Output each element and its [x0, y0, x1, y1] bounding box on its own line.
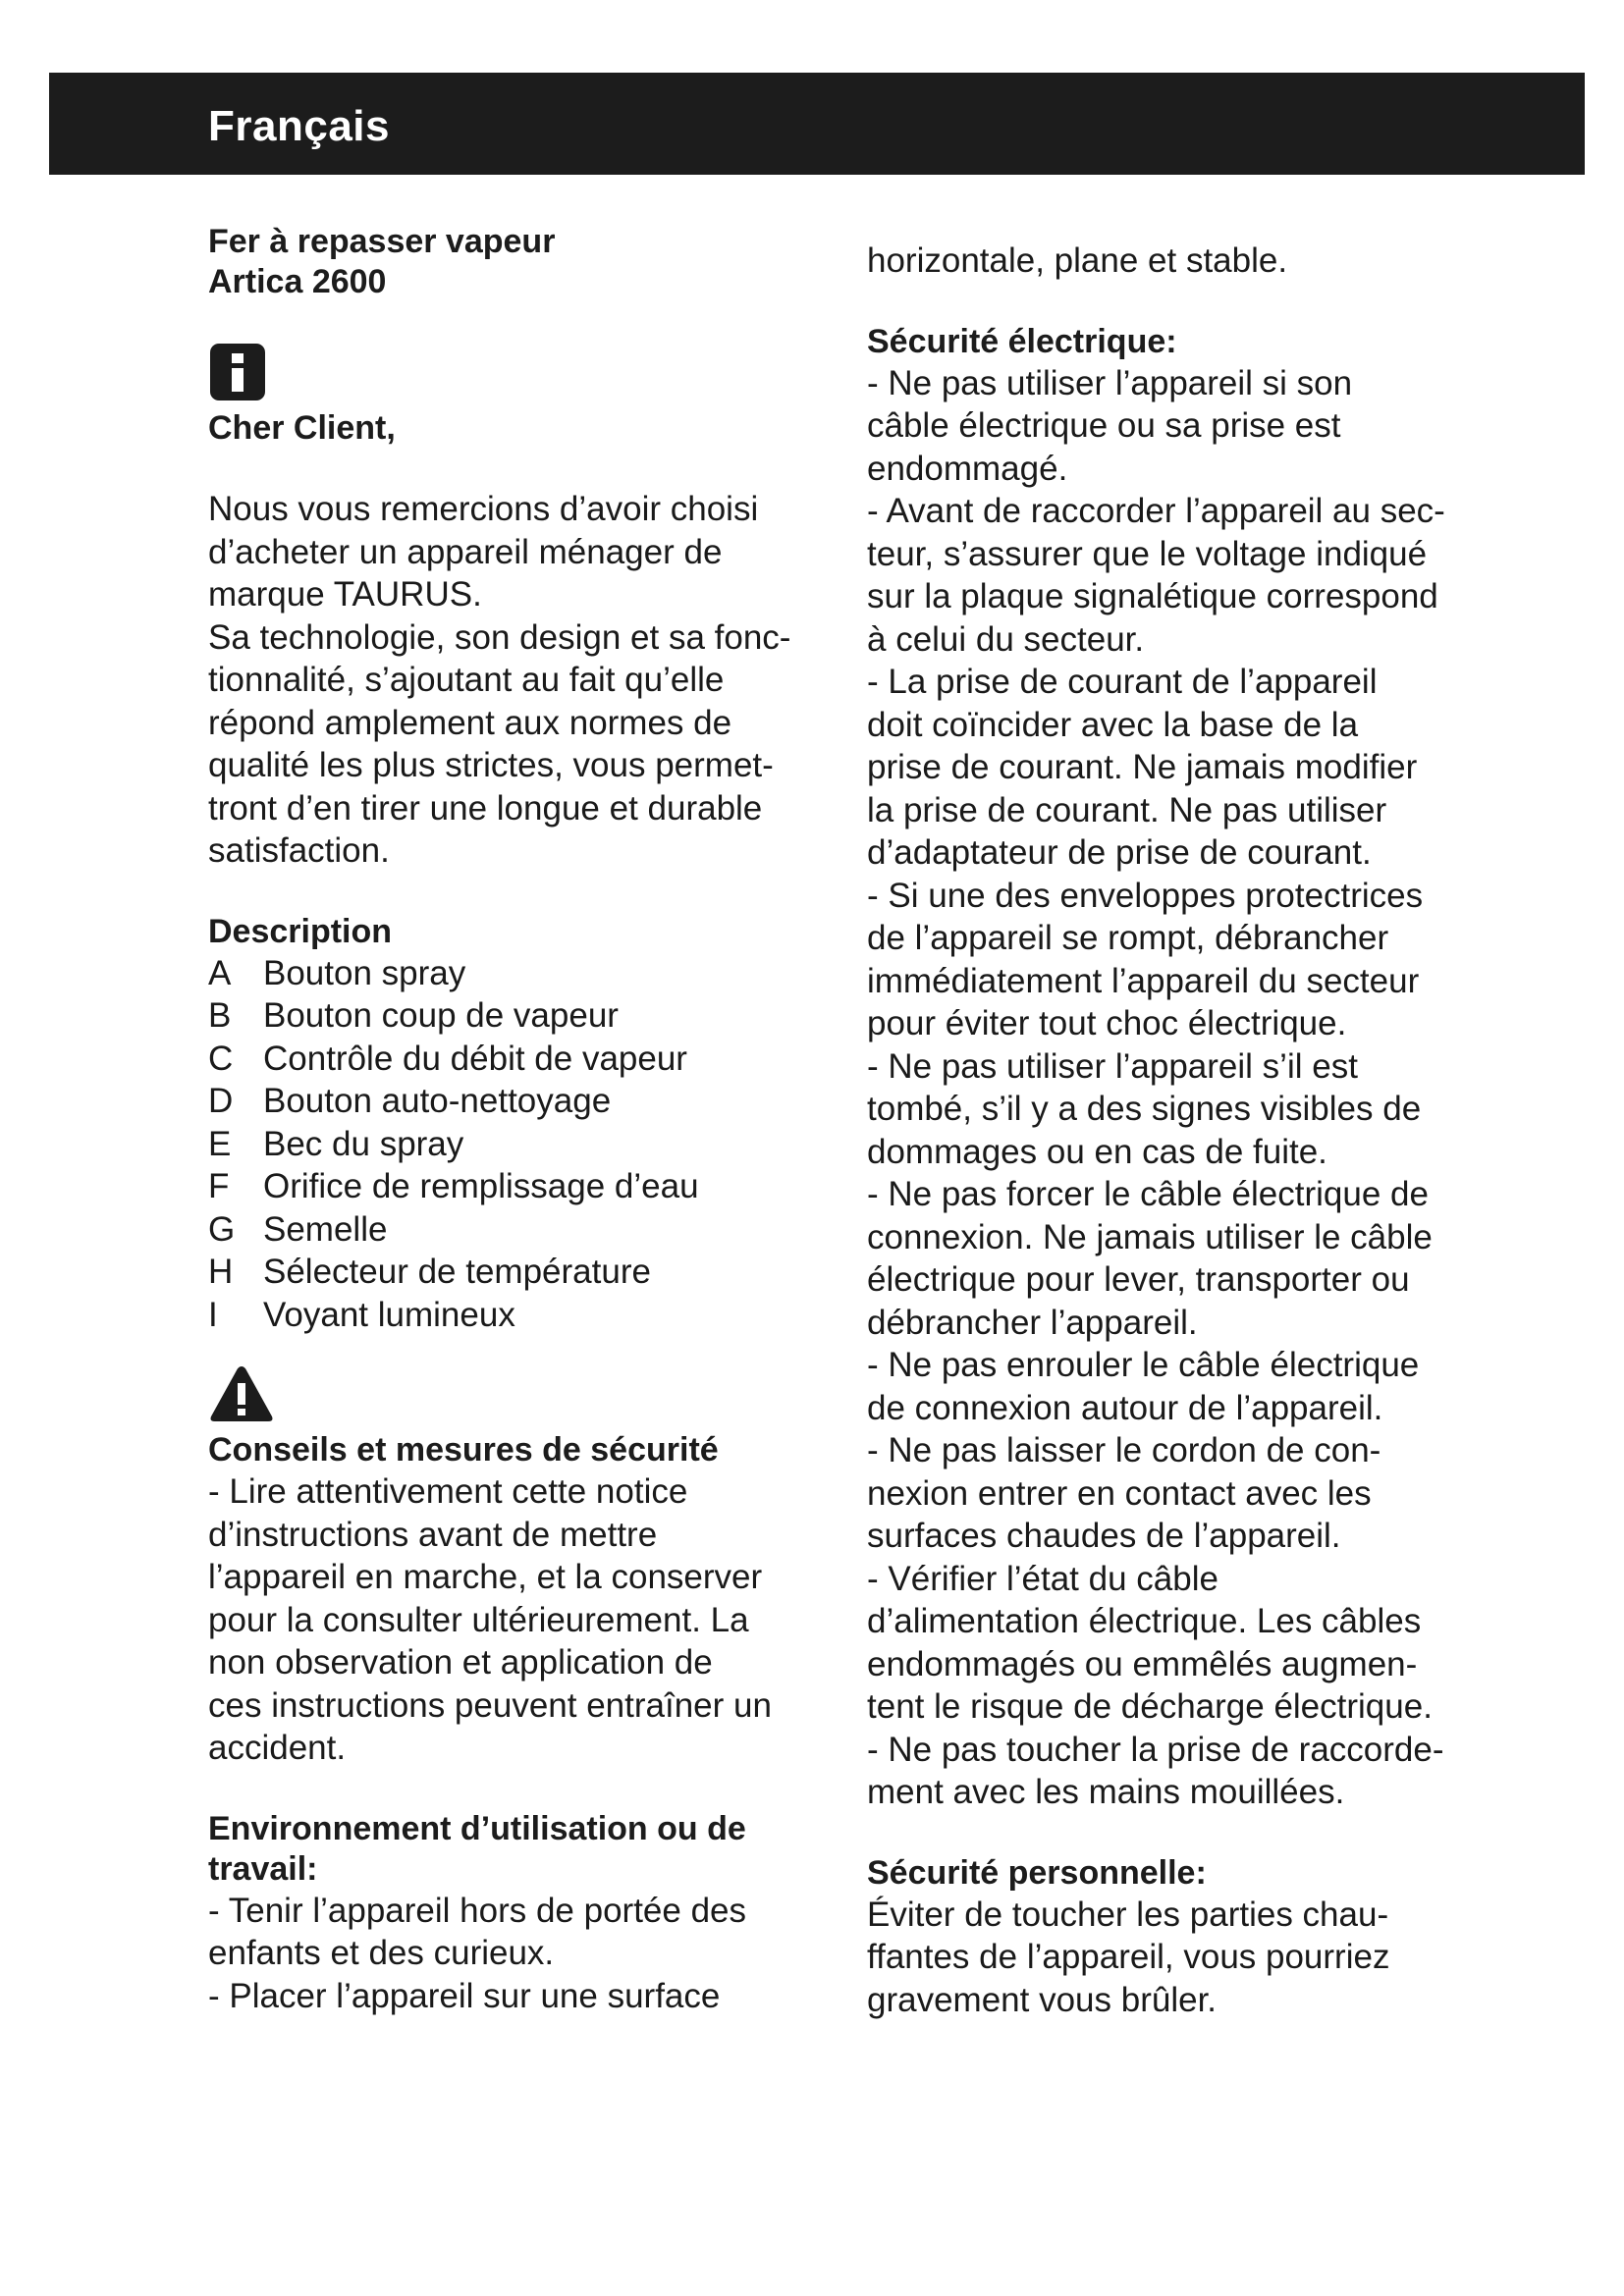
right-column: [867, 222, 1495, 2021]
personal-safety-paragraph: Éviter de toucher les parties chau- ffantes de l’appareil, vous pourriez gravement vous brûler.: [867, 1895, 1390, 2019]
language-header-bar: [49, 73, 1585, 175]
list-item: [208, 1038, 837, 1081]
list-item-text: Semelle: [263, 1209, 388, 1249]
safety-heading: Conseils et mesures de sécurité: [208, 1431, 719, 1468]
list-item-letter: G: [208, 1209, 236, 1249]
product-title-line-2: Artica 2600: [208, 263, 387, 300]
safety-paragraph: - Lire attentivement cette notice d’instructions avant de mettre l’appareil en marche, et la conserver pour la consulter ultérieurement. La non observation et application de ces instructions peuvent entraîner un accident.: [208, 1472, 772, 1767]
list-item-text: Voyant lumineux: [263, 1295, 515, 1334]
list-item-letter: D: [208, 1082, 234, 1120]
list-item-letter: E: [208, 1124, 232, 1163]
environment-paragraph: - Tenir l’appareil hors de portée des enfants et des curieux. - Placer l’appareil sur une surface: [208, 1891, 747, 2015]
list-item: [208, 994, 837, 1038]
list-item-letter: B: [208, 996, 232, 1035]
list-item: [208, 1208, 837, 1252]
electric-safety-heading: Sécurité électrique:: [867, 322, 1177, 360]
list-item: [208, 1294, 837, 1337]
list-item-letter: A: [208, 953, 232, 992]
list-item-text: Bouton spray: [263, 953, 466, 992]
left-column: [208, 222, 837, 2017]
list-item-letter: C: [208, 1039, 234, 1078]
product-title-line-1: Fer à repasser vapeur: [208, 223, 556, 260]
electric-safety-paragraph: - Ne pas utiliser l’appareil si son câble électrique ou sa prise est endommagé. - Avant de raccorder l’appareil au sec- teur, s’assurer que le voltage indiqué sur la plaque signalétique correspond à celui du secteur. - La prise de courant de l’appareil doit coïncider avec la base de la prise de courant. Ne jamais modifier la prise de courant. Ne pas utiliser d’adaptateur de prise de courant. - Si une des enveloppes protectrices de l’appareil se rompt, débrancher immédiatement l’appareil du secteur pour éviter tout choc électrique. - Ne pas utiliser l’appareil s’il est tombé, s’il y a des signes visibles de dommages ou en cas de fuite. - Ne pas forcer le câble électrique de connexion. Ne jamais utiliser le câble électrique pour lever, transporter ou débrancher l’appareil. - Ne pas enrouler le câble électrique de connexion autour de l’appareil. - Ne pas laisser le cordon de con- nexion entrer en contact avec les surfaces chaudes de l’appareil. - Vérifier l’état du câble d’alimentation électrique. Les câbles endommagés ou emmêlés augmen- tent le risque de décharge électrique. - Ne pas toucher la prise de raccorde- ment avec les mains mouillées.: [867, 363, 1445, 1811]
warning-icon: [208, 1363, 275, 1424]
intro-paragraph: Nous vous remercions d’avoir choisi d’acheter un appareil ménager de marque TAURUS. Sa technologie, son design et sa fonc- tionnalité, s’ajoutant au fait qu’elle répond amplement aux normes de qualité les plus strictes, vous permet- tront d’en tirer une longue et durable satisfaction.: [208, 490, 791, 870]
list-item: [208, 1251, 837, 1294]
greeting: Cher Client,: [208, 409, 396, 447]
info-icon: [208, 342, 267, 402]
description-heading: Description: [208, 912, 393, 950]
list-item-letter: I: [208, 1295, 218, 1334]
list-item-text: Bouton coup de vapeur: [263, 996, 619, 1035]
warning-icon-wrapper: [208, 1354, 837, 1424]
list-item-letter: H: [208, 1253, 234, 1291]
list-item-text: Contrôle du débit de vapeur: [263, 1039, 687, 1078]
list-item: [208, 1080, 837, 1123]
continuation-text: horizontale, plane et stable.: [867, 241, 1288, 280]
list-item-text: Sélecteur de température: [263, 1253, 651, 1291]
list-item-text: Bouton auto-nettoyage: [263, 1082, 612, 1120]
list-item-letter: F: [208, 1167, 230, 1205]
list-item-text: Orifice de remplissage d’eau: [263, 1167, 699, 1205]
list-item: [208, 1165, 837, 1208]
list-item-text: Bec du spray: [263, 1124, 464, 1163]
list-item: [208, 1123, 837, 1166]
info-icon-wrapper: [208, 332, 837, 402]
list-item: [208, 952, 837, 995]
language-title: Français: [208, 102, 390, 150]
description-list: [208, 952, 837, 1337]
environment-heading: Environnement d’utilisation ou de travail:: [208, 1809, 746, 1888]
personal-safety-heading: Sécurité personnelle:: [867, 1853, 1207, 1892]
